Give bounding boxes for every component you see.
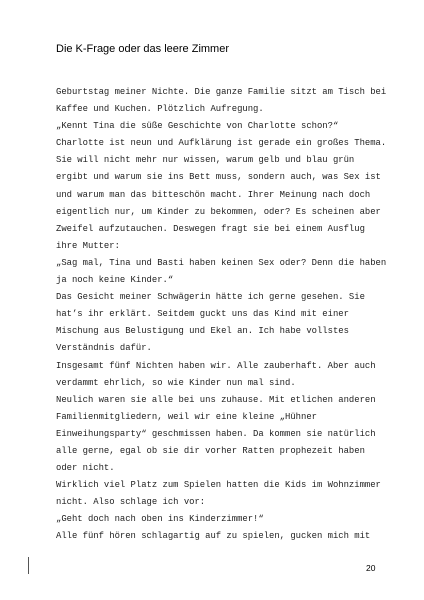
text-line: Mischung aus Belustigung und Ekel an. Ich habe vollstes (56, 326, 349, 337)
text-line: Charlotte ist neun und Aufklärung ist gerade ein großes Thema. (56, 138, 387, 149)
text-line: hat’s ihr erklärt. Seitdem guckt uns das Kind mit einer (56, 309, 349, 320)
margin-bar (28, 557, 29, 574)
text-line: und warum man das bitteschön macht. Ihrer Meinung nach doch (56, 189, 371, 200)
text-line: Insgesamt fünf Nichten haben wir. Alle zauberhaft. Aber auch (56, 360, 376, 371)
text-line: Geburtstag meiner Nichte. Die ganze Familie sitzt am Tisch bei (56, 87, 387, 97)
text-line: Das Gesicht meiner Schwägerin hätte ich gerne gesehen. Sie (56, 292, 365, 303)
text-line: eigentlich nur, um Kinder zu bekommen, oder? Es scheinen aber (56, 206, 381, 217)
text-line: oder nicht. (56, 463, 115, 474)
text-line: Familienmitgliedern, weil wir eine kleine „Hühner (56, 411, 317, 422)
text-line: alle gerne, egal ob sie dir vorher Ratten prophezeit haben (56, 445, 365, 456)
text-line: ihre Mutter: (56, 240, 120, 251)
page-number: 20 (366, 563, 376, 573)
text-line: „Kennt Tina die süße Geschichte von Charlotte schon?“ (56, 121, 339, 132)
text-line: nicht. Also schlage ich vor: (56, 497, 206, 508)
text-line: ergibt und warum sie ins Bett muss, sondern auch, was Sex ist (56, 172, 381, 183)
text-line: verdammt ehrlich, so wie Kinder nun mal sind. (56, 377, 296, 388)
text-line: Alle fünf hören schlagartig auf zu spielen, gucken mich mit (56, 531, 371, 542)
text-line: ja noch keine Kinder.“ (56, 275, 174, 286)
text-line: Verständnis dafür. (56, 343, 152, 354)
text-line: Zweifel aufzutauchen. Deswegen fragt sie bei einem Ausflug (56, 223, 365, 234)
text-line: „Sag mal, Tina und Basti haben keinen Sex oder? Denn die haben (56, 257, 387, 268)
text-line: „Geht doch nach oben ins Kinderzimmer!“ (56, 514, 264, 525)
text-line: Sie will nicht mehr nur wissen, warum gelb und blau grün (56, 155, 355, 166)
body-text (56, 84, 387, 546)
chapter-title: Die K-Frage oder das leere Zimmer (56, 43, 230, 55)
text-line: Kaffee und Kuchen. Plötzlich Aufregung. (56, 104, 264, 115)
text-line: Einweihungsparty“ geschmissen haben. Da kommen sie natürlich (56, 428, 376, 439)
text-line: Neulich waren sie alle bei uns zuhause. Mit etlichen anderen (56, 394, 376, 405)
text-line: Wirklich viel Platz zum Spielen hatten die Kids im Wohnzimmer (56, 480, 381, 491)
